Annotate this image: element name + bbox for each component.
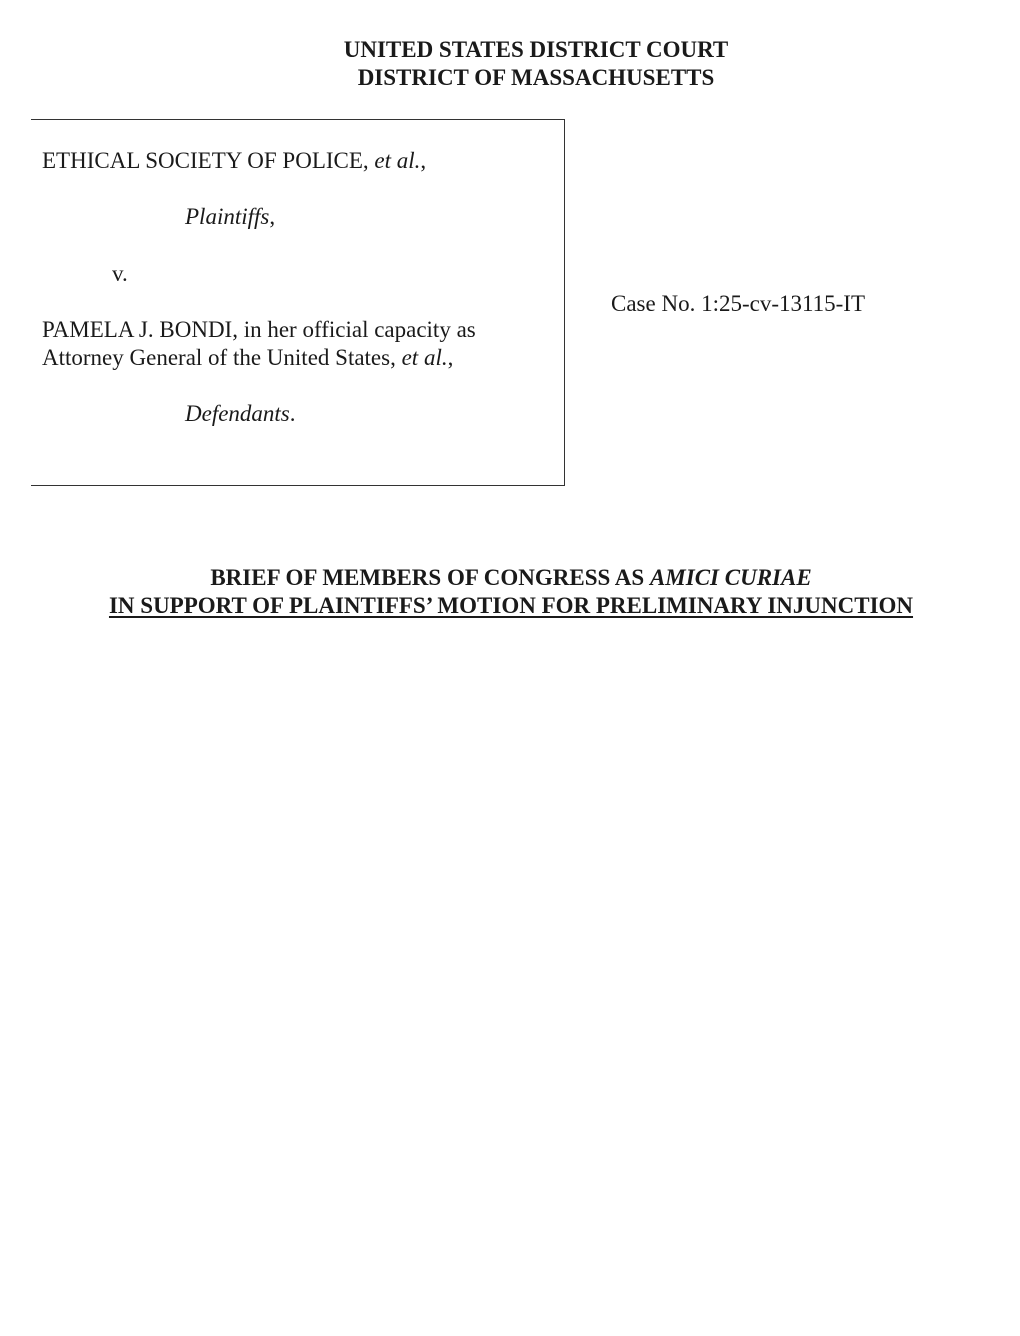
brief-title-underlined: IN SUPPORT OF PLAINTIFFS’ MOTION FOR PRELIMINARY INJUNCTION: [108, 593, 914, 618]
brief-title-line-2: [0, 592, 1020, 620]
brief-title-prefix: BRIEF OF MEMBERS OF CONGRESS AS: [210, 565, 645, 590]
brief-title: [0, 564, 1020, 620]
versus-label: v.: [112, 261, 128, 286]
court-district: DISTRICT OF MASSACHUSETTS: [357, 65, 715, 90]
case-caption-box: [31, 119, 565, 486]
defendant-line-2: [42, 344, 453, 372]
defendant-comma: ,: [447, 345, 454, 370]
plaintiff-role-line: [185, 203, 275, 231]
plaintiff-comma: ,: [420, 148, 427, 173]
defendant-role-line: [185, 400, 296, 428]
defendant-role-punct: .: [289, 401, 296, 426]
brief-title-line-1: [0, 564, 1020, 592]
court-header: [0, 36, 1020, 92]
defendant-role: Defendants: [185, 401, 290, 426]
plaintiff-name: ETHICAL SOCIETY OF POLICE,: [42, 148, 369, 173]
defendant-name-cont: Attorney General of the United States,: [42, 345, 396, 370]
court-name: UNITED STATES DISTRICT COURT: [343, 37, 729, 62]
case-number: Case No. 1:25-cv-13115-IT: [611, 291, 865, 316]
defendant-line-1: PAMELA J. BONDI, in her official capacity as: [42, 317, 476, 342]
amici-curiae-label: AMICI CURIAE: [649, 565, 812, 590]
plaintiff-et-al: et al.: [374, 148, 421, 173]
plaintiff-role-punct: ,: [269, 204, 276, 229]
plaintiff-role: Plaintiffs: [185, 204, 270, 229]
plaintiff-line: [42, 147, 426, 175]
defendant-et-al: et al.: [401, 345, 448, 370]
